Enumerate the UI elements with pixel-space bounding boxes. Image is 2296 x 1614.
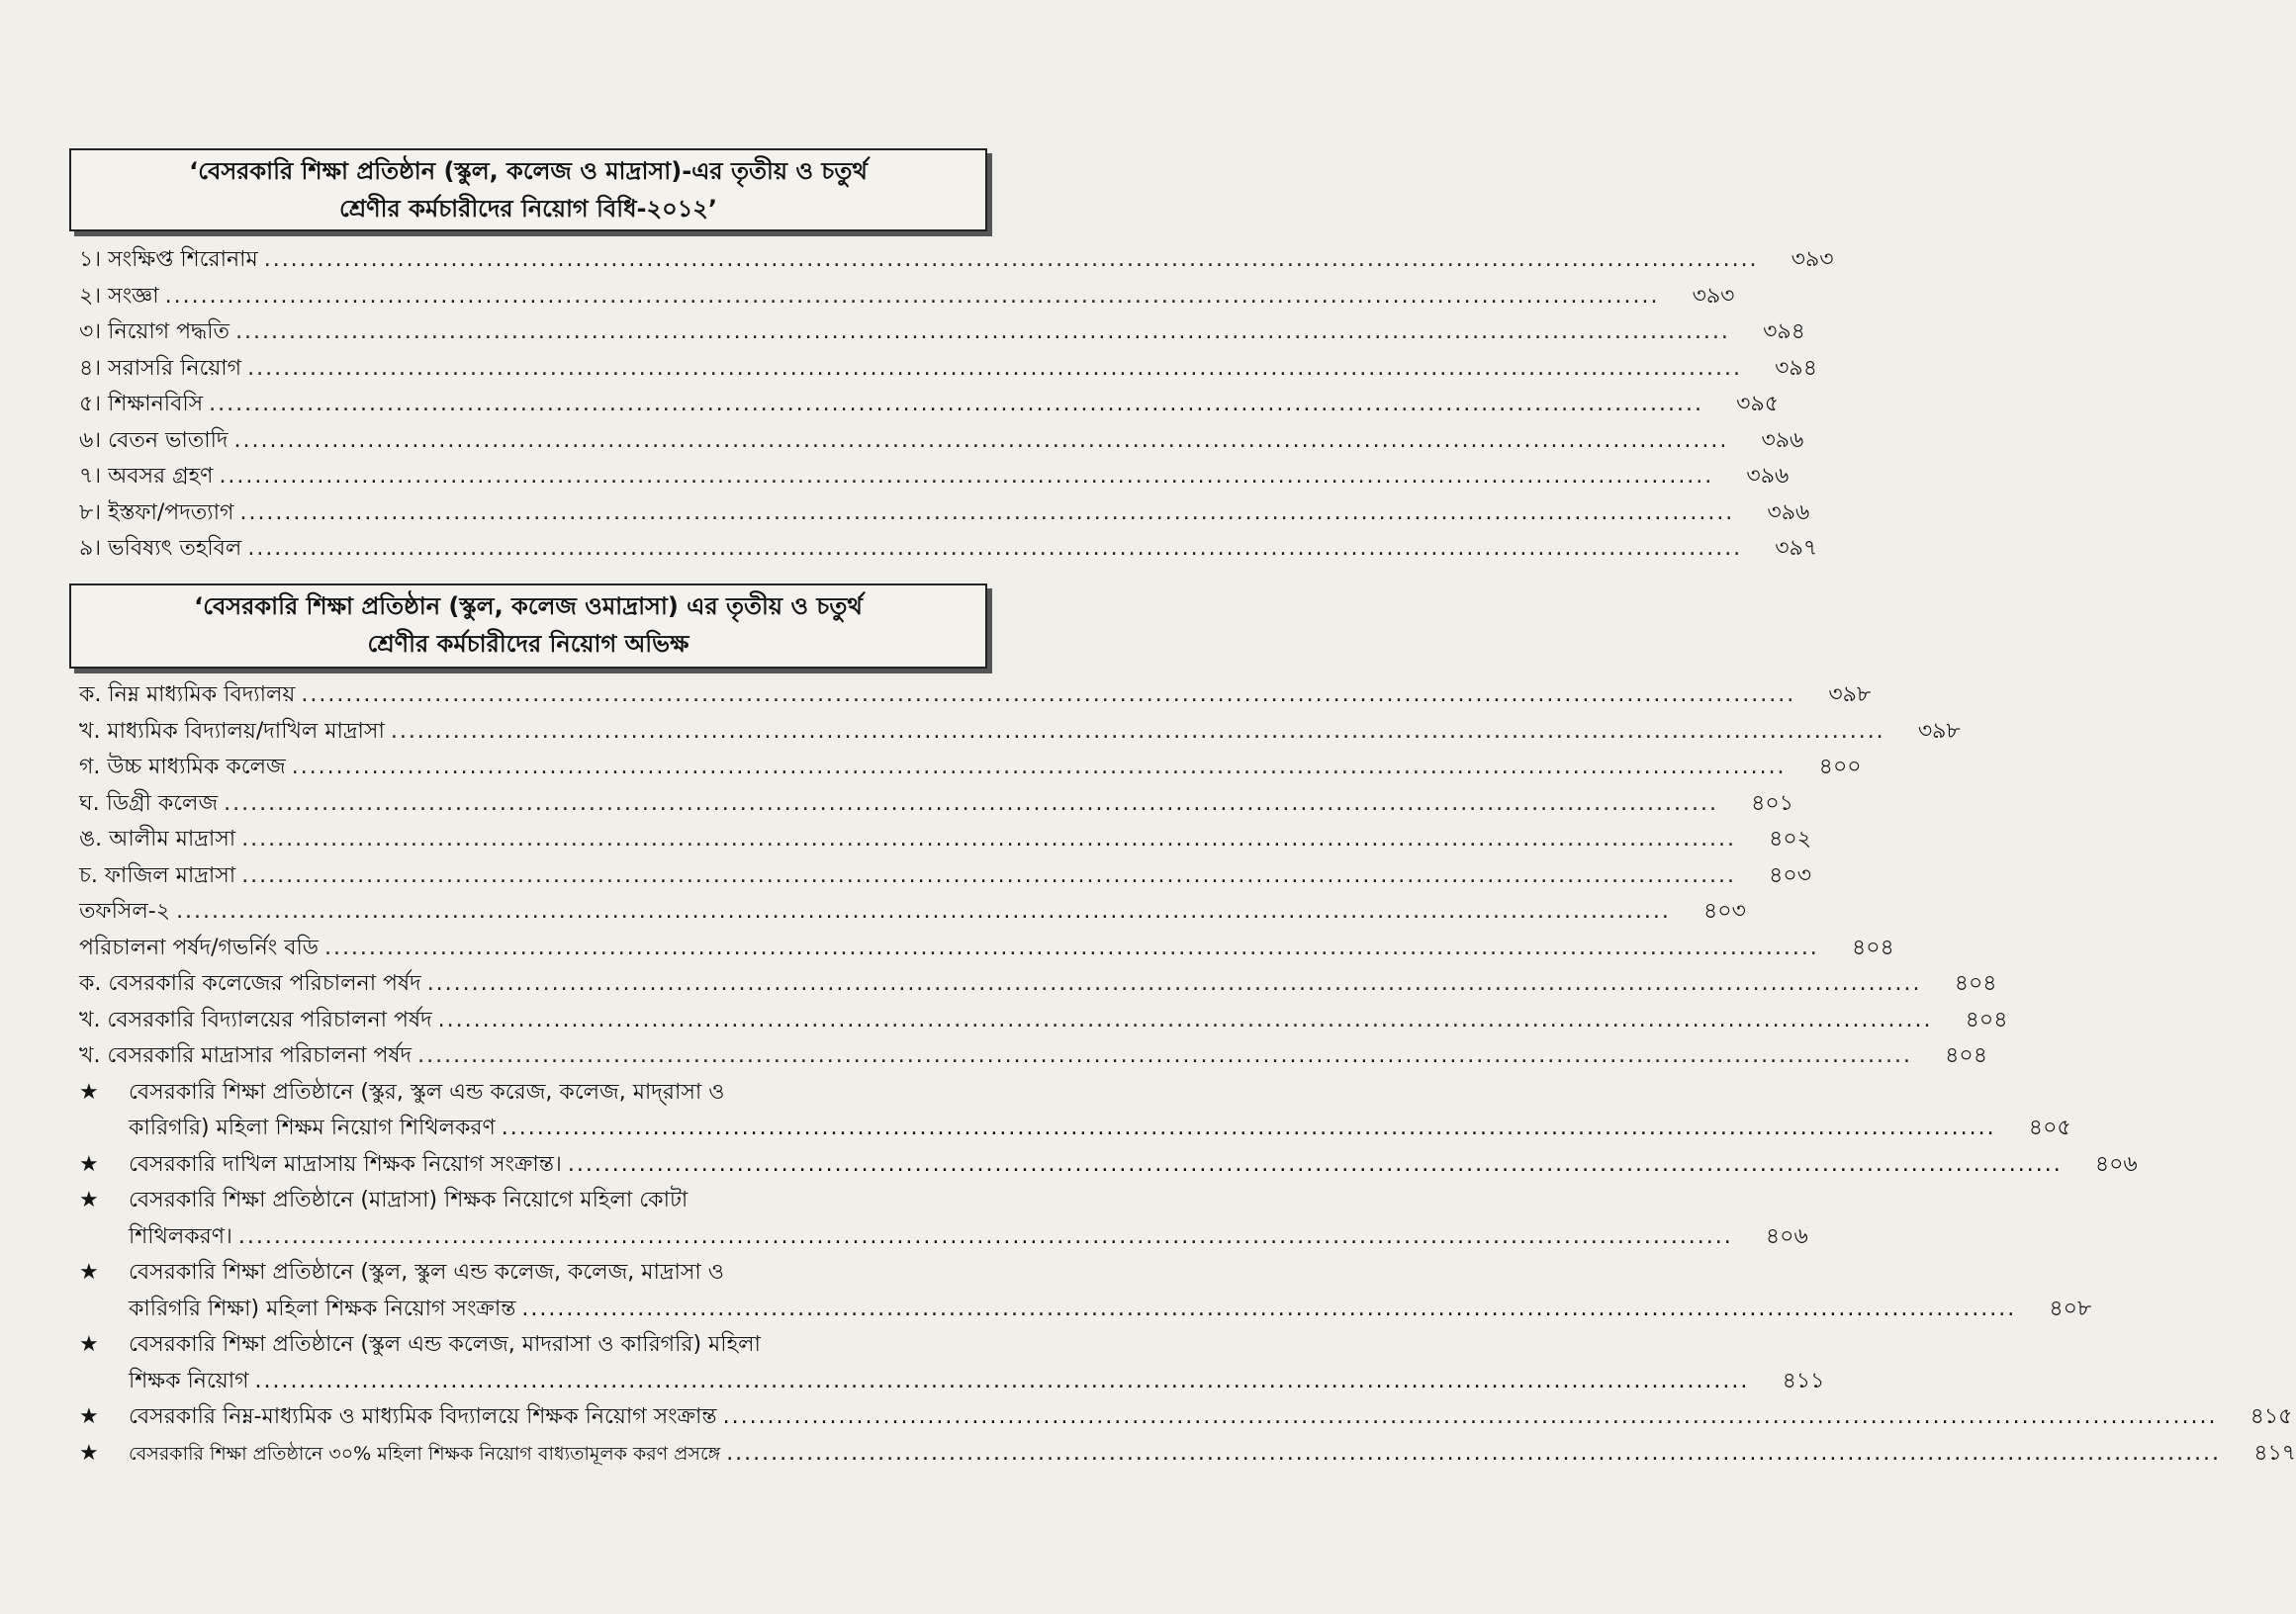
star-entry-line [79,1436,2296,1473]
dot-leader: ........................................................................................................................................................................ [235,319,1730,344]
toc-page-number: ৪০০ [1818,755,1862,779]
dot-leader: ........................................................................................................................................................................ [301,682,1796,707]
toc-entry-label: ৮। ইস্তফা/পদত্যাগ [79,499,234,525]
toc-entry[interactable] [79,1003,2008,1039]
toc-entry-label: খ. মাধ্যমিক বিদ্যালয়/দাখিল মাদ্রাসা [79,718,385,744]
star-entry-text: বেসরকারি শিক্ষা প্রতিষ্ঠানে (মাদ্রাসা) শিক্ষক নিয়োগে মহিলা কোটা [129,1188,689,1212]
toc-page-number: ৩৯৩ [1791,247,1834,272]
dot-leader: ........................................................................................................................................................................ [241,862,1737,888]
heading-line-1: ‘বেসরকারি শিক্ষা প্রতিষ্ঠান (স্কুল, কলেজ ও মাদ্রাসা)-এর তৃতীয় ও চতুর্থ [189,157,868,185]
dot-leader: ........................................................................................................................................................................ [241,827,1737,852]
toc-entry-label: ৫। শিক্ষানবিসি [79,392,204,416]
dot-leader: ........................................................................................................................................................................ [219,464,1714,489]
toc-entry[interactable] [79,423,1804,460]
toc-page-number: ৪০৪ [1965,1007,2008,1032]
toc-page-number: ৩৯৮ [1917,718,1961,744]
star-toc-entry[interactable] [79,1436,2296,1473]
dot-leader: ........................................................................................................................................................................ [254,1368,1750,1393]
star-bullet-icon: ★ [79,1188,99,1212]
star-entry-text: কারিগরি) মহিলা শিক্ষম নিয়োগ শিথিলকরণ [129,1116,496,1140]
star-entry-line [79,1183,994,1219]
toc-entry[interactable] [79,1038,1987,1075]
toc-page-number: ৪০৫ [2028,1116,2071,1140]
toc-entry[interactable] [79,387,1780,423]
star-entry-text: কারিগরি শিক্ষা) মহিলা শিক্ষক নিয়োগ সংক্রান্ত [129,1296,516,1321]
toc-entry[interactable] [79,822,1812,858]
star-entry-text: শিক্ষক নিয়োগ [129,1368,249,1393]
toc-page-number: ৩৯৩ [1692,283,1735,309]
toc-entry[interactable] [79,858,1812,895]
toc-page-number: ৩৯৪ [1775,355,1817,381]
toc-page-number: ৪১৫ [2250,1404,2293,1429]
toc-entry-label: গ. উচ্চ মাধ্যমিক কলেজ [79,755,286,779]
star-bullet-icon: ★ [79,1440,99,1466]
star-bullet-icon: ★ [79,1079,99,1105]
dot-leader: ........................................................................................................................................................................ [263,247,1759,272]
dot-leader: ........................................................................................................................................................................ [726,1440,2222,1466]
dot-leader: ........................................................................................................................................................................ [164,283,1660,309]
toc-entry[interactable] [79,531,1818,568]
toc-page-number: ৩৯৮ [1828,682,1872,707]
toc-page-number: ৪০৩ [1703,899,1746,924]
toc-page-number: ৪০৪ [1851,935,1894,960]
toc-section-recruitment [79,677,2296,1472]
heading-line-1: ‘বেসরকারি শিক্ষা প্রতিষ্ঠান (স্কুল, কলেজ ওমাদ্রাসা) এর তৃতীয় ও চতুর্থ [194,592,863,620]
dot-leader: ........................................................................................................................................................................ [417,1043,1912,1068]
star-toc-entry[interactable] [79,1327,1825,1399]
toc-entry[interactable] [79,351,1817,388]
toc-entry[interactable] [79,750,1862,786]
toc-entry-label: ২। সংজ্ঞা [79,283,159,309]
toc-entry[interactable] [79,314,1805,351]
toc-entry-label: চ. ফাজিল মাদ্রাসা [79,862,236,888]
toc-entry-label: ঙ. আলীম মাদ্রাসা [79,827,236,852]
toc-entry-label: ক. নিম্ন মাধ্যমিক বিদ্যালয় [79,682,296,707]
toc-entry-label: ৯। ভবিষ্যৎ তহবিল [79,536,242,561]
star-entry-text: বেসরকারি দাখিল মাদ্রাসায় শিক্ষক নিয়োগ সংক্রান্ত। [129,1151,562,1177]
star-entry-line [79,1111,2071,1147]
dot-leader: ........................................................................................................................................................................ [567,1151,2063,1177]
dot-leader: ........................................................................................................................................................................ [390,718,1885,744]
toc-entry[interactable] [79,714,1961,751]
heading-line-2: শ্রেণীর কর্মচারীদের নিয়োগ বিধি-২০১২’ [338,195,718,223]
dot-leader: ........................................................................................................................................................................ [233,427,1729,453]
dot-leader: ........................................................................................................................................................................ [209,392,1704,416]
toc-entry-label: ৩। নিয়োগ পদ্ধতি [79,319,230,344]
toc-page-number: ৪০৮ [2049,1296,2092,1321]
toc-entry[interactable] [79,459,1790,495]
toc-page-number: ৩৯৪ [1763,319,1805,344]
star-bullet-icon: ★ [79,1404,99,1429]
section-heading-recruitment-test [69,583,987,669]
dot-leader: ........................................................................................................................................................................ [237,1223,1733,1249]
toc-page-number: ৪০৬ [1765,1223,1808,1249]
toc-entry-label: খ. বেসরকারি মাদ্রাসার পরিচালনা পর্ষদ [79,1043,413,1068]
dot-leader: ........................................................................................................................................................................ [722,1404,2218,1429]
toc-entry[interactable] [79,894,1746,931]
star-entry-text: বেসরকারি শিক্ষা প্রতিষ্ঠানে (স্কুল, স্কুল এন্ড কলেজ, কলেজ, মাদ্রাসা ও [129,1260,724,1285]
toc-entry-label: ৪। সরাসরি নিয়োগ [79,355,242,381]
dot-leader: ........................................................................................................................................................................ [426,971,1922,996]
dot-leader: ........................................................................................................................................................................ [437,1007,1933,1032]
dot-leader: ........................................................................................................................................................................ [247,536,1743,561]
star-toc-entry[interactable] [79,1183,1808,1255]
star-entry-line [79,1364,1825,1400]
toc-entry[interactable] [79,279,1735,315]
toc-page-number: ৪০৩ [1769,862,1812,888]
section-heading-rules-2012 [69,148,987,231]
toc-page-number: ৪১৭ [2253,1440,2296,1466]
toc-entry[interactable] [79,495,1810,532]
dot-leader: ........................................................................................................................................................................ [176,899,1671,924]
toc-entry[interactable] [79,931,1894,967]
star-toc-entry[interactable] [79,1075,2071,1147]
star-entry-text: বেসরকারি শিক্ষা প্রতিষ্ঠানে ৩০% মহিলা শিক্ষক নিয়োগ বাধ্যতামূলক করণ প্রসঙ্গে [129,1442,721,1465]
toc-page-number: ৪০৪ [1954,971,1997,996]
toc-page-number: ৪১১ [1782,1368,1825,1393]
star-entry-line [79,1219,1808,1256]
dot-leader: ........................................................................................................................................................................ [521,1296,2017,1321]
dot-leader: ........................................................................................................................................................................ [247,355,1742,381]
toc-entry-label: ঘ. ডিগ্রী কলেজ [79,790,219,816]
toc-entry-label: ক. বেসরকারি কলেজের পরিচালনা পর্ষদ [79,971,421,996]
toc-page-number: ৩৯৬ [1761,427,1804,453]
star-bullet-icon: ★ [79,1260,99,1285]
toc-entry-label: ৭। অবসর গ্রহণ [79,464,214,489]
star-toc-entry[interactable] [79,1255,2092,1327]
toc-page-number: ৩৯৫ [1736,392,1780,416]
toc-entry-label: খ. বেসরকারি বিদ্যালয়ের পরিচালনা পর্ষদ [79,1007,432,1032]
toc-page-number: ৪০৬ [2094,1151,2138,1177]
toc-page-number: ৪০৪ [1945,1043,1987,1068]
star-entry-text: বেসরকারি শিক্ষা প্রতিষ্ঠানে (স্কুর, স্কুল এন্ড করেজ, কলেজ, মাদ্‌রাসা ও [129,1079,725,1105]
toc-page-number: ৪০১ [1751,790,1793,816]
star-entry-line [79,1327,994,1364]
star-entry-text: শিথিলকরণ। [129,1223,232,1249]
toc-entry-label: ৬। বেতন ভাতাদি [79,427,229,453]
toc-page-number: ৪০২ [1769,827,1812,852]
star-entry-line [79,1292,2092,1328]
dot-leader: ........................................................................................................................................................................ [323,935,1819,960]
toc-page-number: ৩৯৬ [1746,464,1790,489]
dot-leader: ........................................................................................................................................................................ [224,790,1718,816]
star-entry-line [79,1399,2293,1436]
star-bullet-icon: ★ [79,1332,99,1357]
star-entry-line [79,1075,994,1112]
toc-section-rules [79,242,1834,568]
star-entry-text: বেসরকারি নিম্ন-মাধ্যমিক ও মাধ্যমিক বিদ্যালয়ে শিক্ষক নিয়োগ সংক্রান্ত [129,1404,717,1429]
toc-entry[interactable] [79,677,1872,714]
dot-leader: ........................................................................................................................................................................ [501,1116,1996,1140]
dot-leader: ........................................................................................................................................................................ [291,755,1787,779]
toc-entry-label: তফসিল-২ [79,899,171,924]
star-toc-entry[interactable] [79,1147,2138,1184]
toc-page-number: ৩৯৭ [1775,536,1818,561]
toc-entry-label: পরিচালনা পর্ষদ/গভর্নিং বডি [79,935,319,960]
toc-page-number: ৩৯৬ [1767,499,1810,525]
heading-line-2: শ্রেণীর কর্মচারীদের নিয়োগ অভিক্ষ [367,630,689,658]
dot-leader: ........................................................................................................................................................................ [239,499,1735,525]
toc-entry-label: ১। সংক্ষিপ্ত শিরোনাম [79,247,258,272]
star-entry-text: বেসরকারি শিক্ষা প্রতিষ্ঠানে (স্কুল এন্ড কলেজ, মাদরাসা ও কারিগরি) মহিলা [129,1332,761,1357]
star-entry-line [79,1255,994,1292]
toc-entry[interactable] [79,786,1793,823]
toc-entry[interactable] [79,966,1997,1003]
star-bullet-icon: ★ [79,1151,99,1177]
star-toc-entry[interactable] [79,1399,2293,1436]
star-entry-line [79,1147,2138,1184]
toc-entry[interactable] [79,242,1834,279]
